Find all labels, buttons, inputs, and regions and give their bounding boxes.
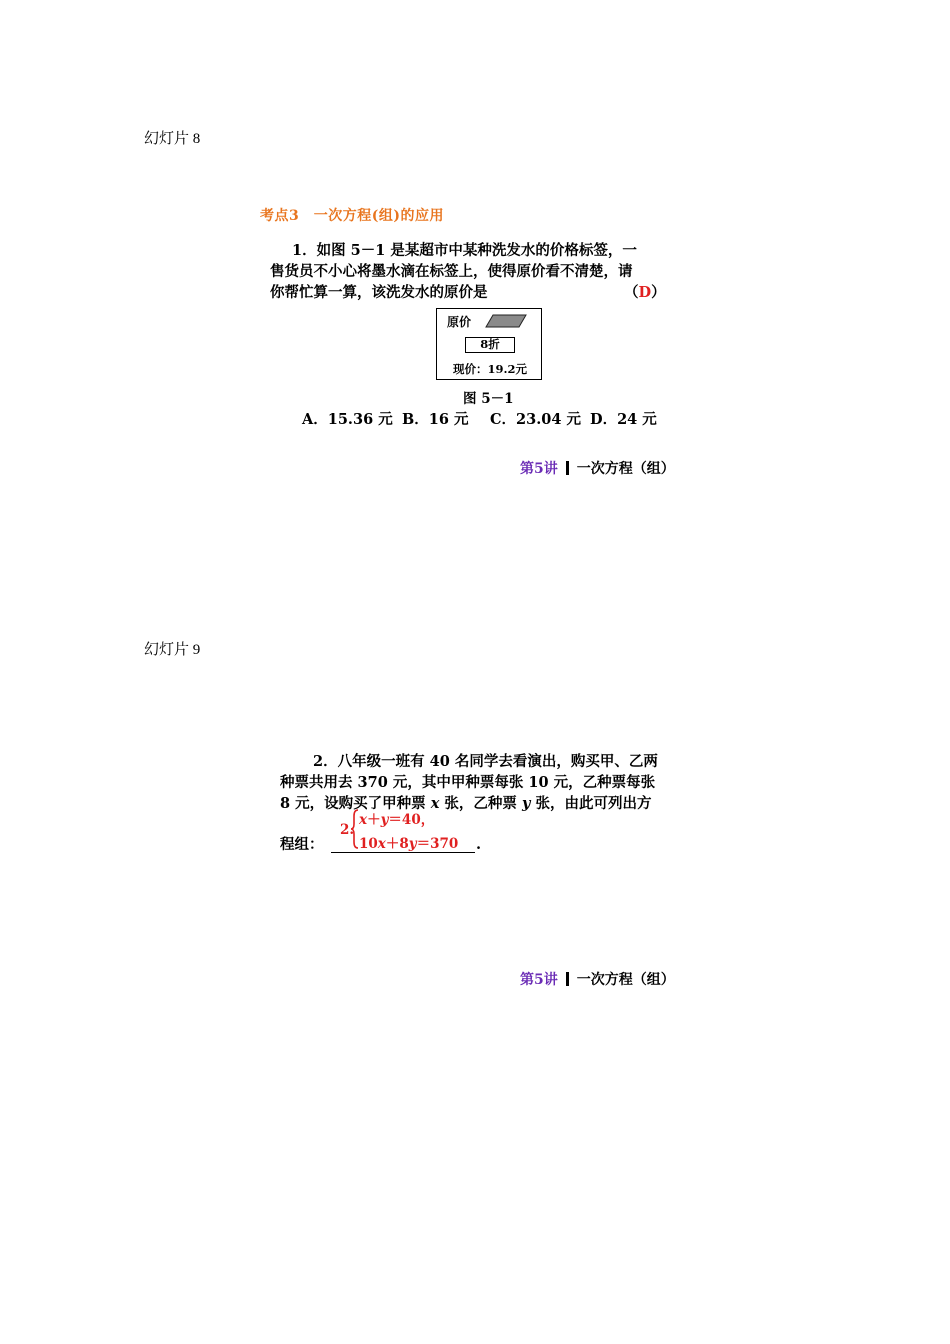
paren-open: （ — [624, 284, 639, 301]
question-1-line-2: 售货员不小心将墨水滴在标签上，使得原价看不清楚，请 — [270, 263, 633, 280]
figure-caption: 图 5－1 — [463, 391, 514, 407]
option-b: B．16 元 — [402, 411, 469, 428]
eq2-rhs: ＝370 — [416, 836, 459, 852]
price-tag-figure — [436, 308, 542, 380]
slide-9-footer — [520, 969, 675, 989]
eq1-plus: ＋ — [367, 812, 381, 828]
footer-divider — [566, 972, 569, 986]
lecture-number: 第5讲 — [520, 972, 558, 988]
section-heading: 考点3 一次方程(组)的应用 — [260, 208, 444, 224]
question-2-line-1: 2．八年级一班有 40 名同学去看演出，购买甲、乙两 — [313, 753, 658, 770]
question-2-line-2: 种票共用去 370 元，其中甲种票每张 10 元，乙种票每张 — [280, 774, 656, 791]
equation-2 — [359, 832, 458, 852]
variable-y: y — [521, 795, 531, 812]
eq2-y: y — [408, 836, 417, 852]
question-2-period: . — [476, 836, 482, 853]
variable-x: x — [430, 795, 440, 812]
answer-blank-line — [331, 852, 475, 853]
answer-paren-1 — [624, 282, 666, 303]
slide-9-label: 幻灯片 9 — [144, 642, 201, 658]
line3-part-b: 张，乙种票 — [439, 795, 522, 812]
answer-choice: D — [638, 284, 652, 301]
slide-8-footer — [520, 458, 675, 478]
eq1-y: y — [380, 812, 389, 828]
option-d: D．24 元 — [590, 411, 657, 428]
line3-part-c: 张，由此可列出方 — [530, 795, 652, 812]
question-1-line-3: 你帮忙算一算，该洗发水的原价是 — [270, 284, 488, 301]
lecture-title: 一次方程（组） — [576, 972, 675, 988]
lecture-number: 第5讲 — [520, 461, 558, 477]
current-price-label: 现价：19.2元 — [453, 362, 528, 376]
eq2-x: x — [377, 836, 386, 852]
question-1-line-1: 1．如图 5－1 是某超市中某种洗发水的价格标签，一 — [292, 242, 637, 259]
line3-part-a: 8 元，设购买了甲种票 — [280, 795, 431, 812]
answer-number: 2. — [340, 822, 355, 838]
lecture-title: 一次方程（组） — [576, 461, 675, 477]
original-price-label: 原价 — [447, 315, 472, 329]
footer-divider — [566, 461, 569, 475]
slide-8-label: 幻灯片 8 — [144, 131, 201, 147]
ink-blot-parallelogram — [485, 314, 527, 328]
equation-1 — [359, 808, 434, 828]
eq2-coef: 10 — [359, 836, 378, 852]
paren-close: ） — [651, 284, 666, 301]
option-c: C．23.04 元 — [490, 411, 581, 428]
eq1-x: x — [359, 812, 368, 828]
eq2-plus-8: ＋8 — [385, 836, 409, 852]
question-2-line-4: 程组： — [280, 836, 324, 853]
eq1-rhs: ＝40， — [388, 812, 435, 828]
discount-box: 8折 — [465, 337, 515, 353]
question-2-line-3 — [280, 793, 651, 814]
option-a: A．15.36 元 — [302, 411, 393, 428]
